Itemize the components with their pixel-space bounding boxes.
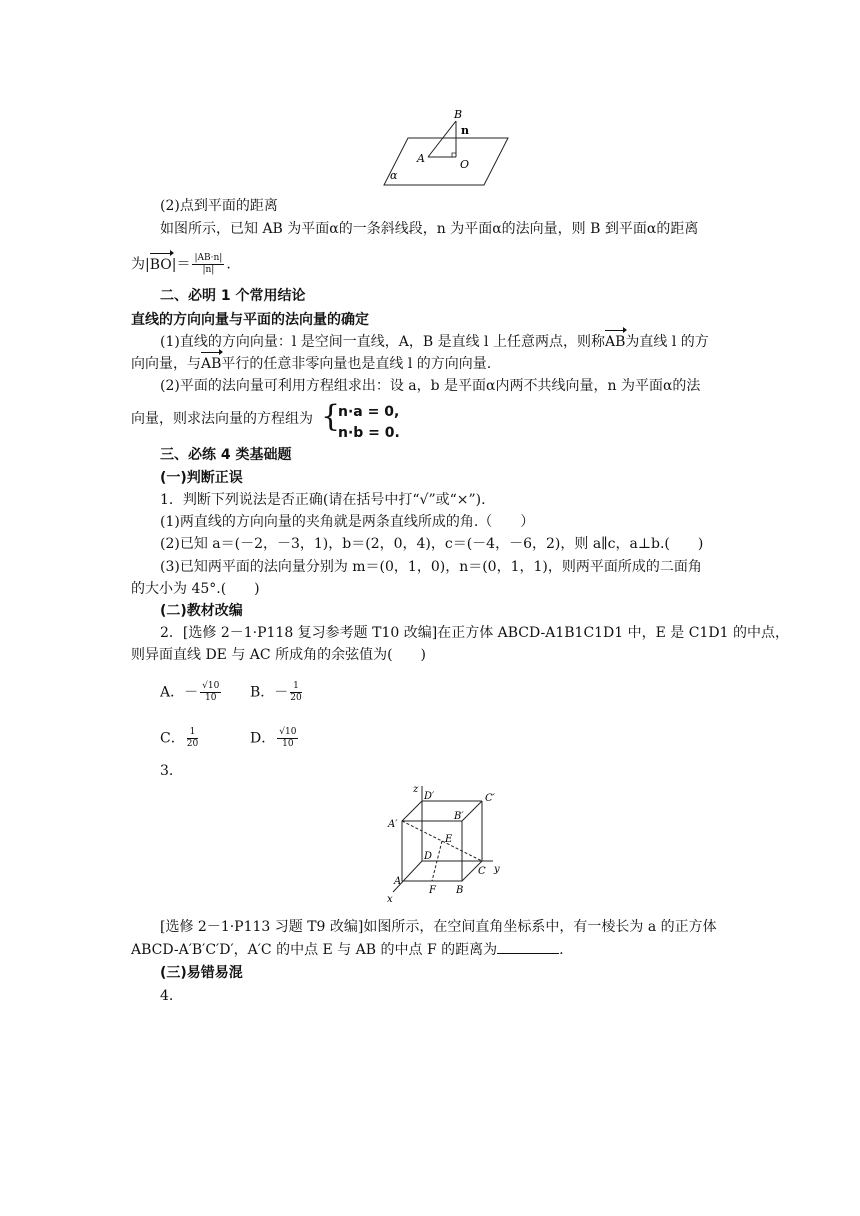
axis-label-z: z [413,784,419,795]
section-title-practice: 三、必练 4 类基础题 [160,447,292,463]
label-dprime: D′ [424,791,435,802]
option-a: A．－ $\frac{√10}{10}$ [160,681,220,703]
question-1: 1．判断下列说法是否正确(请在括号中打“√”或“×”). [160,492,486,508]
question-1-item-3: (3)已知两平面的法向量分别为 m＝(0，1，0)，n＝(0，1，1)，则两平面所成的二面角 [160,559,702,575]
subsection-common-mistakes: (三)易错易混 [160,965,243,981]
label-aprime: A′ [388,819,398,830]
segment-ab [428,121,456,157]
paragraph-distance: 如图所示，已知 AB 为平面α的一条斜线段，n 为平面α的法向量，则 B 到平面α的距离 [160,221,699,237]
question-1-item-3-cont: 的大小为 45°.( ) [131,581,260,597]
question-3: [选修 2－1·P113 习题 T9 改编]如图所示，在空间直角坐标系中，有一棱长为 a 的正方体 [160,919,717,935]
label-alpha: α [390,169,398,182]
label-a: A [394,876,402,887]
paragraph-normal-vector-2: 向量，则求法向量的方程组为 [131,411,313,427]
paragraph-direction-vector-2: 向向量，与AB平行的任意非零向量也是直线 l 的方向向量. [131,356,492,372]
label-f: F [429,885,436,896]
plane-normal-figure [380,105,510,189]
label-o: O [460,158,470,171]
paragraph-normal-vector: (2)平面的法向量可利用方程组求出：设 a，b 是平面α内两不共线向量，n 为平面α的法 [160,378,701,394]
section-title-conclusion: 二、必明 1 个常用结论 [160,288,306,304]
paragraph-direction-vector: (1)直线的方向向量：l 是空间一直线，A，B 是直线 l 上任意两点，则称AB为直线 l 的方 [160,334,709,350]
question-2-cont: 则异面直线 DE 与 AC 所成角的余弦值为( ) [131,647,426,663]
label-cprime: C′ [485,793,495,804]
question-1-item-2: (2)已知 a＝(－2，－3，1)，b＝(2，0，4)，c＝(－4，－6，2)，则 a∥c，a⊥b.( ) [160,536,704,552]
label-e: E [445,834,453,845]
question-4-number: 4. [160,988,174,1004]
label-bprime: B′ [454,811,464,822]
label-a: A [417,152,425,165]
subsection-textbook: (二)教材改编 [160,603,243,619]
question-2: 2．[选修 2－1·P118 复习参考题 T10 改编]在正方体 ABCD-A1B1C1D1 中，E 是 C1D1 的中点， [160,625,789,641]
equation-line-1: n·a = 0, [338,404,400,420]
right-angle-mark [452,153,456,157]
plane-alpha [384,138,508,185]
subsection-true-false: (一)判断正误 [160,470,243,486]
label-b: B [454,108,463,121]
answer-blank [497,941,559,954]
option-d: D． $\frac{√10}{10}$ [250,727,297,749]
label-c: C [478,866,486,877]
question-3-number: 3. [160,763,174,779]
label-b: B [456,885,464,896]
label-d: D [424,851,433,862]
question-3-cont: ABCD-A′B′C′D′，A′C 的中点 E 与 AB 的中点 F 的距离为 . [131,942,564,958]
label-n: n [461,124,469,137]
equation-brace: { [321,399,341,434]
option-c: C． $\frac{1}{20}$ [160,727,199,749]
equation-line-2: n·b = 0. [338,425,400,441]
option-b: B．－ $\frac{1}{20}$ [250,681,302,703]
cube-coordinate-figure [375,780,515,908]
subtitle-direction-normal: 直线的方向向量与平面的法向量的确定 [131,312,369,328]
heading-point-plane-distance: (2)点到平面的距离 [160,198,278,214]
distance-formula: 为|BO|＝ $\frac{|AB\cdot n|}{|n|}$ . [131,253,231,275]
axis-label-y: y [494,864,500,875]
axis-label-x: x [387,894,393,905]
question-1-item-1: (1)两直线的方向向量的夹角就是两条直线所成的角.（ ） [160,514,535,530]
